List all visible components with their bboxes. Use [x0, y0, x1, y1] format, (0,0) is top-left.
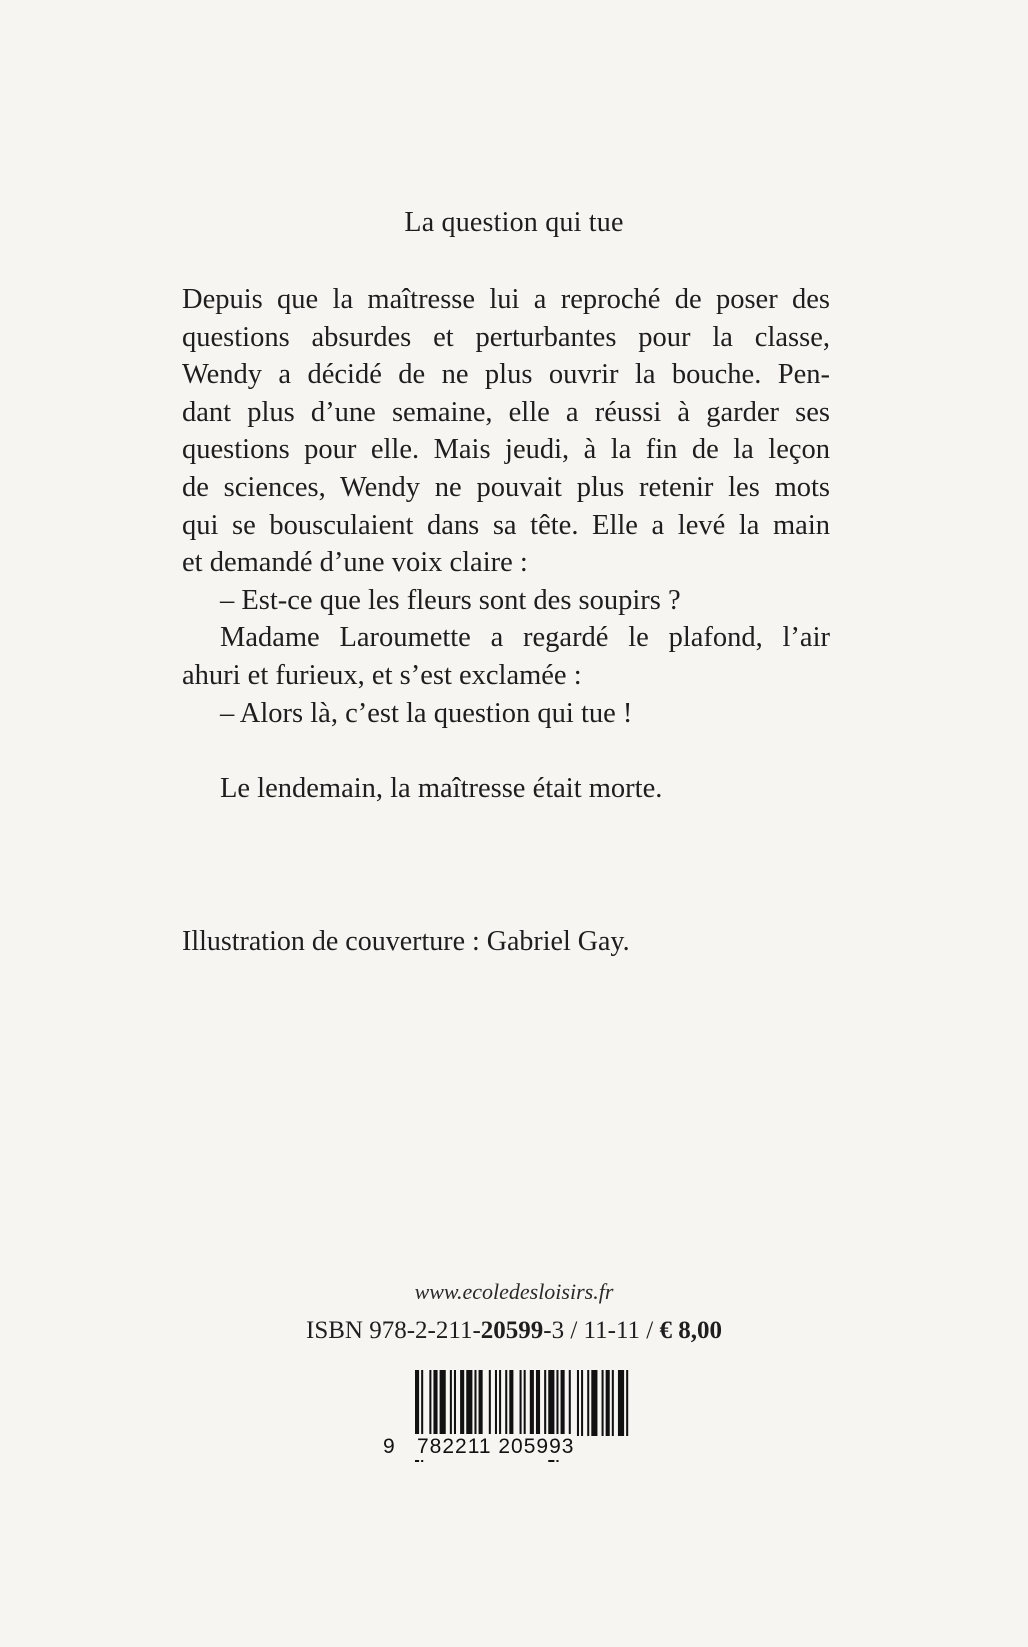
blurb-line: ahuri et furieux, et s’est exclamée :	[182, 659, 582, 691]
barcode-bar	[495, 1370, 497, 1436]
closing-line: Le lendemain, la maîtresse était morte.	[220, 772, 663, 804]
barcode-bar	[454, 1370, 456, 1436]
publisher-website: www.ecoledesloisirs.fr	[414, 1279, 614, 1304]
barcode-bar	[499, 1370, 501, 1436]
barcode-bar	[544, 1370, 546, 1436]
blurb-line: questions pour elle. Mais jeudi, à la fin de la leçon	[182, 434, 830, 466]
barcode-bar	[606, 1370, 610, 1436]
barcode-bar	[561, 1370, 565, 1436]
dialogue-line: – Alors là, c’est la question qui tue !	[220, 697, 633, 729]
barcode-bar	[429, 1370, 431, 1436]
blurb-line: questions absurdes et perturbantes pour la classe,	[182, 321, 830, 353]
barcode-bar	[450, 1370, 452, 1436]
isbn-bold-part: 20599	[480, 1317, 544, 1344]
isbn-prefix: ISBN 978-2-211-	[306, 1317, 481, 1344]
barcode-bar	[581, 1370, 583, 1436]
blurb-text	[182, 281, 830, 807]
isbn-suffix: -3 / 11-11 /	[543, 1317, 660, 1344]
barcode-bar	[587, 1370, 589, 1436]
price: € 8,00	[659, 1317, 722, 1344]
barcode-bar	[626, 1370, 628, 1436]
blurb-line: et demandé d’une voix claire :	[182, 547, 528, 579]
barcode-bar	[569, 1370, 571, 1436]
barcode-bar	[520, 1370, 522, 1436]
blurb-line: dant plus d’une semaine, elle a réussi à garder ses	[182, 396, 830, 428]
blurb-line: Wendy a décidé de ne plus ouvrir la bouche. Pen-	[182, 359, 830, 391]
barcode-bar	[618, 1370, 624, 1436]
barcode-bar	[612, 1370, 614, 1436]
blurb-line: Depuis que la maîtresse lui a reproché de poser des	[182, 284, 830, 315]
dialogue-line: – Est-ce que les fleurs sont des soupirs ?	[220, 584, 681, 616]
barcode-bar	[479, 1370, 483, 1436]
barcode-bar	[466, 1370, 472, 1436]
barcode-first-digit: 9	[383, 1435, 396, 1458]
paragraph-gap	[182, 732, 830, 770]
barcode-bar	[577, 1370, 579, 1436]
barcode-bar	[489, 1370, 491, 1436]
barcode-bar	[505, 1370, 507, 1436]
barcode-number: 782211 205993	[417, 1435, 575, 1458]
barcode-bar	[440, 1370, 446, 1436]
blurb-line: qui se bousculaient dans sa tête. Elle a levé la main	[182, 509, 830, 541]
barcode-bar	[536, 1370, 540, 1436]
barcode-bar	[530, 1370, 534, 1436]
barcode-bar	[509, 1370, 513, 1436]
barcode-bar	[524, 1370, 526, 1436]
barcode-bar	[474, 1370, 476, 1436]
barcode-bar	[433, 1370, 437, 1436]
barcode-bar	[460, 1370, 464, 1436]
blurb-line: Madame Laroumette a regardé le plafond, l’air	[220, 622, 830, 654]
isbn-price-line	[0, 1314, 1028, 1348]
barcode-bar	[602, 1370, 604, 1436]
barcode-bar	[591, 1370, 597, 1436]
illustration-credit: Illustration de couverture : Gabriel Gay.	[182, 926, 630, 957]
back-cover-title: La question qui tue	[404, 207, 624, 238]
blurb-line: de sciences, Wendy ne pouvait plus retenir les mots	[182, 471, 830, 503]
